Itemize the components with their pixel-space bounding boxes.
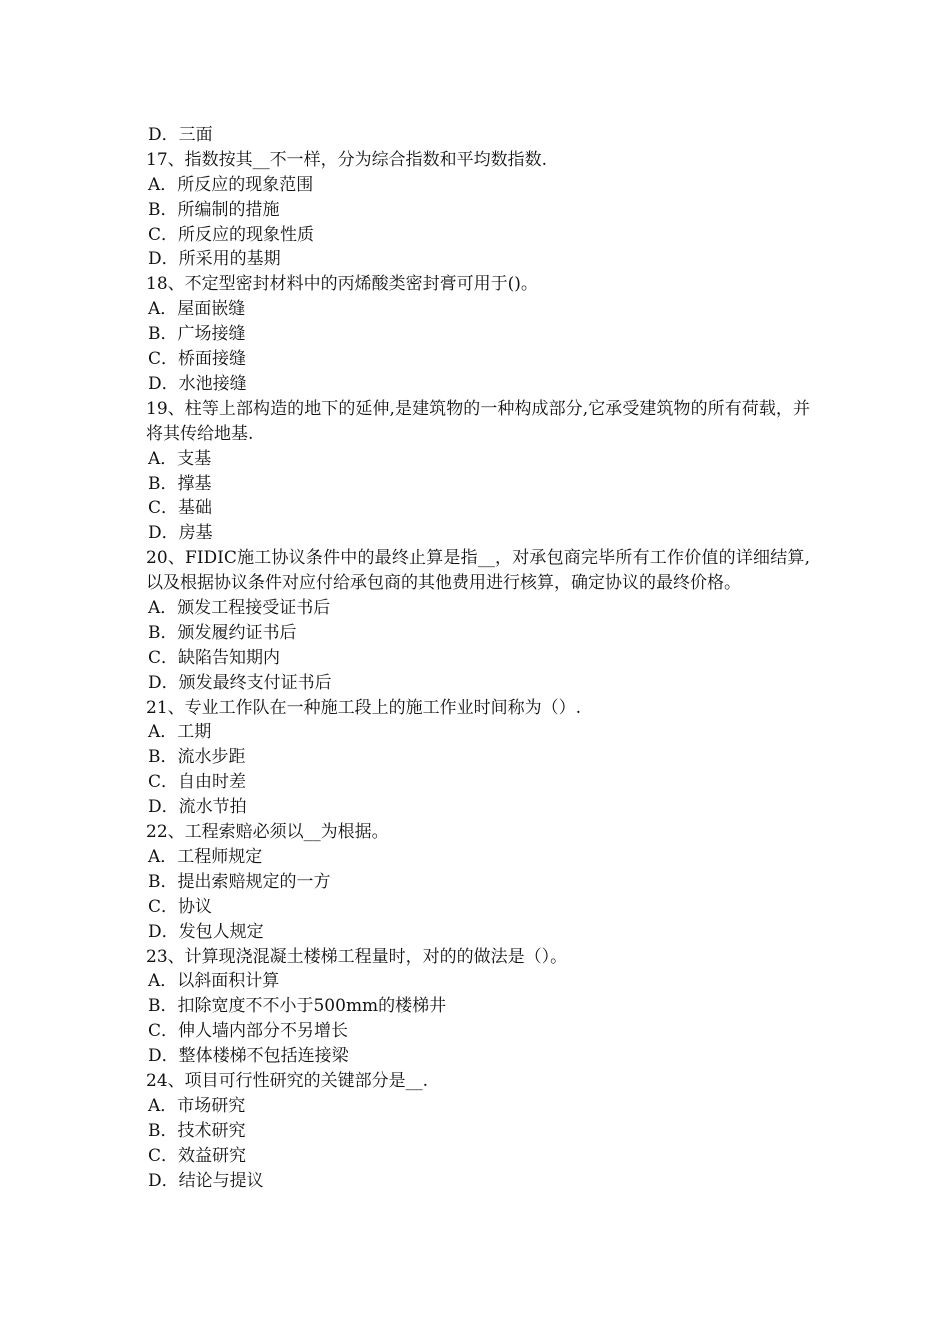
answer-option: D．水池接缝 bbox=[148, 373, 247, 394]
question-text: 21、专业工作队在一种施工段上的施工作业时间称为（）. bbox=[146, 697, 582, 718]
question-text: 23、计算现浇混凝土楼梯工程量时，对的的做法是（）。 bbox=[146, 946, 568, 967]
answer-option: D．三面 bbox=[148, 125, 213, 145]
answer-option: B．技术研究 bbox=[148, 1120, 246, 1141]
question-text: 22、工程索赔必须以__为根据。 bbox=[146, 822, 389, 843]
answer-option: C．缺陷告知期内 bbox=[148, 647, 281, 668]
answer-option: C．伸人墙内部分不另增长 bbox=[148, 1021, 349, 1042]
answer-option: D．颁发最终支付证书后 bbox=[148, 672, 332, 693]
answer-option: A．颁发工程接受证书后 bbox=[148, 598, 331, 619]
answer-option: D．流水节拍 bbox=[148, 797, 247, 818]
document-page bbox=[146, 123, 810, 1193]
question-text: 19、柱等上部构造的地下的延伸,是建筑物的一种构成部分,它承受建筑物的所有荷载，并将其传给地基. bbox=[146, 398, 810, 444]
answer-option: C．自由时差 bbox=[148, 772, 247, 793]
answer-option: D．结论与提议 bbox=[148, 1170, 264, 1191]
answer-option: C．所反应的现象性质 bbox=[148, 224, 315, 245]
answer-option: C．效益研究 bbox=[148, 1145, 247, 1166]
question-text: 24、项目可行性研究的关键部分是__. bbox=[146, 1070, 429, 1091]
question-text: 17、指数按其__不一样，分为综合指数和平均数指数. bbox=[146, 149, 548, 170]
answer-option: B．所编制的措施 bbox=[148, 199, 280, 220]
answer-option: B．广场接缝 bbox=[148, 324, 246, 345]
answer-option: A．屋面嵌缝 bbox=[148, 299, 246, 320]
answer-option: D．整体楼梯不包括连接梁 bbox=[148, 1046, 349, 1067]
answer-option: C．桥面接缝 bbox=[148, 349, 247, 370]
answer-option: A．以斜面积计算 bbox=[148, 971, 280, 992]
answer-option: B．提出索赔规定的一方 bbox=[148, 871, 331, 892]
answer-option: D．发包人规定 bbox=[148, 921, 264, 942]
answer-option: B．颁发履约证书后 bbox=[148, 622, 297, 643]
answer-option: A．市场研究 bbox=[148, 1095, 246, 1116]
question-text: 20、FIDIC施工协议条件中的最终止算是指__，对承包商完毕所有工作价值的详细结算,以及根据协议条件对应付给承包商的其他费用进行核算，确定协议的最终价格。 bbox=[146, 548, 810, 594]
answer-option: A．工期 bbox=[148, 722, 212, 743]
answer-option: B．撑基 bbox=[148, 473, 212, 494]
answer-option: B．流水步距 bbox=[148, 747, 246, 768]
answer-option: C．协议 bbox=[148, 896, 213, 917]
answer-option: A．工程师规定 bbox=[148, 846, 263, 867]
answer-option: A．所反应的现象范围 bbox=[148, 174, 314, 195]
answer-option: D．房基 bbox=[148, 523, 213, 544]
answer-option: A．支基 bbox=[148, 448, 212, 469]
answer-option: D．所采用的基期 bbox=[148, 249, 281, 270]
answer-option: B．扣除宽度不不小于500mm的楼梯井 bbox=[148, 996, 447, 1017]
answer-option: C．基础 bbox=[148, 498, 213, 519]
question-text: 18、不定型密封材料中的丙烯酸类密封膏可用于()。 bbox=[146, 274, 538, 295]
